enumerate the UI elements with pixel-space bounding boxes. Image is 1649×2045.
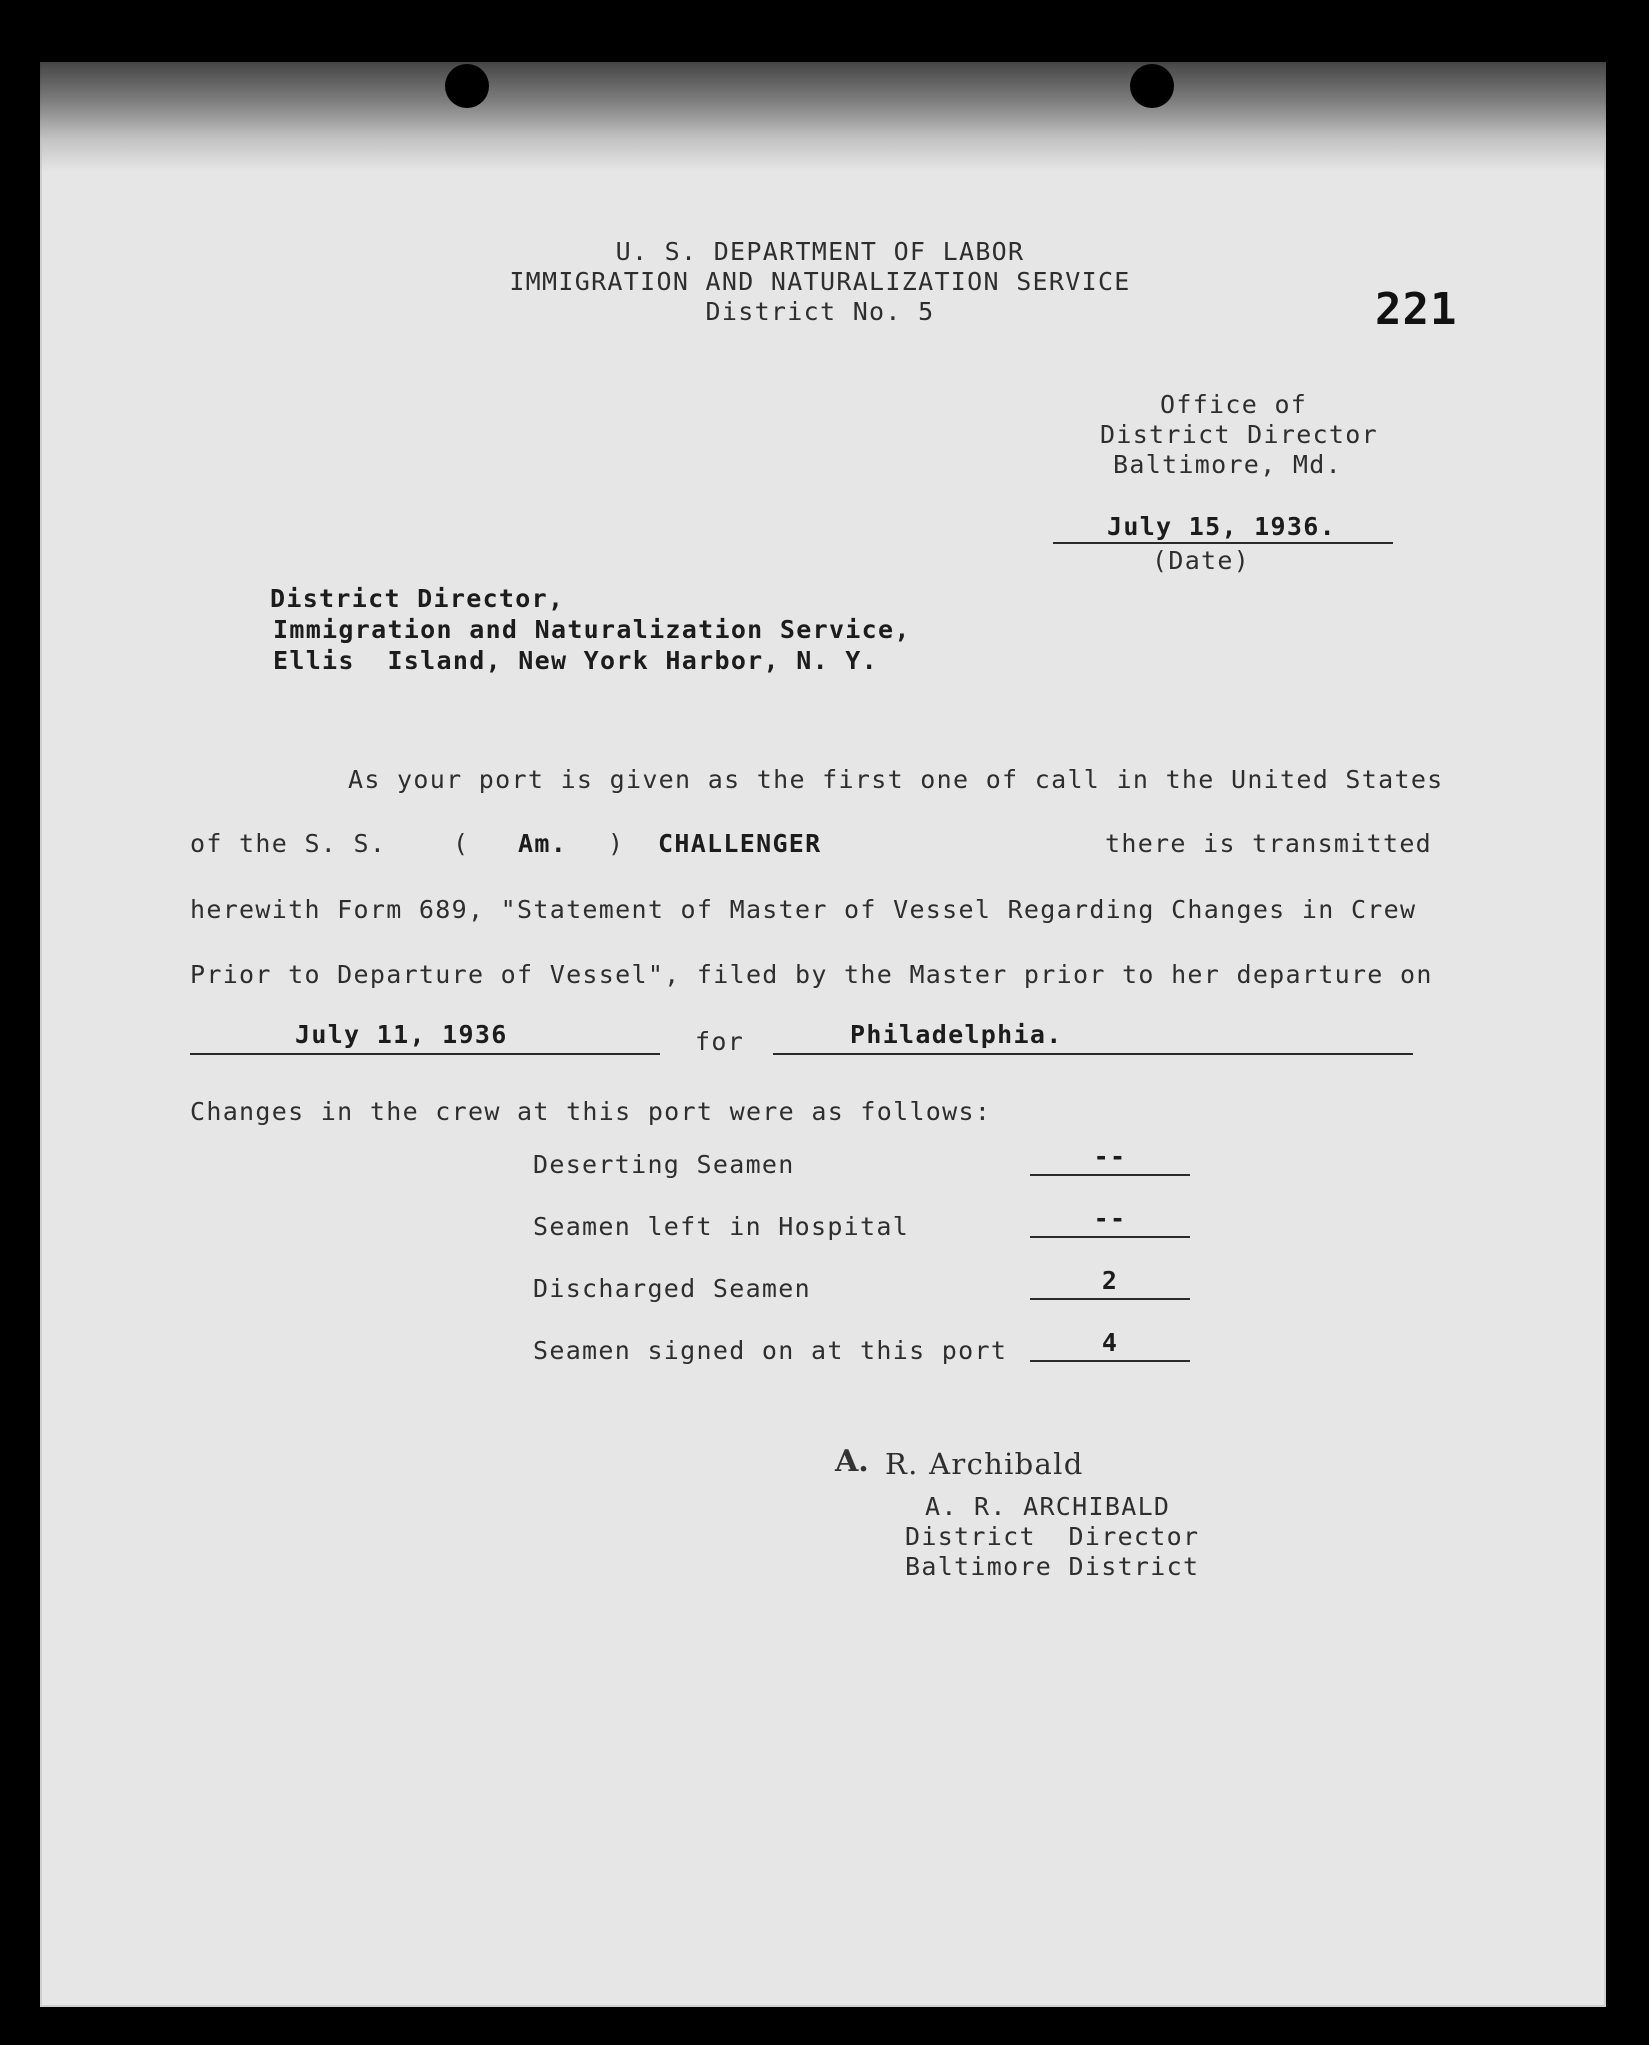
- signature-initial: A.: [835, 1444, 869, 1479]
- destination: Philadelphia.: [850, 1020, 1063, 1049]
- department-heading: U. S. DEPARTMENT OF LABOR: [615, 237, 1025, 266]
- change-label: Deserting Seamen: [533, 1150, 795, 1179]
- departure-rule: [190, 1053, 660, 1055]
- body-line: herewith Form 689, "Statement of Master of Vessel Regarding Changes in Crew: [190, 895, 1417, 924]
- page-number: 221: [1375, 284, 1458, 335]
- body-line: Prior to Departure of Vessel", filed by the Master prior to her departure on: [190, 960, 1433, 989]
- for-word: for: [695, 1027, 745, 1056]
- signer-district: Baltimore District: [905, 1552, 1200, 1581]
- change-value: 4: [1101, 1328, 1119, 1357]
- change-label: Seamen signed on at this port: [533, 1336, 1008, 1365]
- paren-close: ): [608, 829, 625, 858]
- change-value: 2: [1101, 1266, 1119, 1295]
- vessel-name: CHALLENGER: [658, 829, 822, 858]
- value-rule: [1030, 1298, 1190, 1300]
- addressee-line: District Director,: [270, 584, 565, 613]
- body-line: As your port is given as the first one of call in the United States: [348, 765, 1444, 794]
- change-label: Seamen left in Hospital: [533, 1212, 910, 1241]
- body-line-prefix: of the S. S.: [190, 829, 387, 858]
- paren-open: (: [453, 829, 470, 858]
- date-rule: [1053, 542, 1393, 544]
- signer-title: District Director: [905, 1522, 1200, 1551]
- addressee-line: Immigration and Naturalization Service,: [273, 615, 911, 644]
- office-line: Office of: [1160, 390, 1308, 419]
- office-line: Baltimore, Md.: [1113, 450, 1342, 479]
- document-page: [40, 62, 1606, 2007]
- service-heading: IMMIGRATION AND NATURALIZATION SERVICE: [509, 267, 1131, 296]
- body-line-suffix: there is transmitted: [1105, 829, 1433, 858]
- change-value: --: [1093, 1142, 1127, 1171]
- departure-date: July 11, 1936: [295, 1020, 508, 1049]
- change-label: Discharged Seamen: [533, 1274, 811, 1303]
- value-rule: [1030, 1360, 1190, 1362]
- change-value: --: [1093, 1204, 1127, 1233]
- punch-hole: [1130, 64, 1174, 108]
- destination-rule: [773, 1053, 1413, 1055]
- changes-intro: Changes in the crew at this port were as follows:: [190, 1097, 992, 1126]
- office-line: District Director: [1100, 420, 1378, 449]
- letter-date: July 15, 1936.: [1107, 512, 1336, 541]
- punch-hole: [445, 64, 489, 108]
- value-rule: [1030, 1174, 1190, 1176]
- signature: R. Archibald: [885, 1447, 1084, 1481]
- date-label: (Date): [1152, 546, 1251, 575]
- addressee-line: Ellis Island, New York Harbor, N. Y.: [273, 646, 878, 675]
- value-rule: [1030, 1236, 1190, 1238]
- vessel-flag: Am.: [518, 829, 568, 858]
- district-heading: District No. 5: [705, 297, 935, 326]
- torn-top-edge: [40, 62, 1606, 172]
- signer-name: A. R. ARCHIBALD: [925, 1492, 1171, 1521]
